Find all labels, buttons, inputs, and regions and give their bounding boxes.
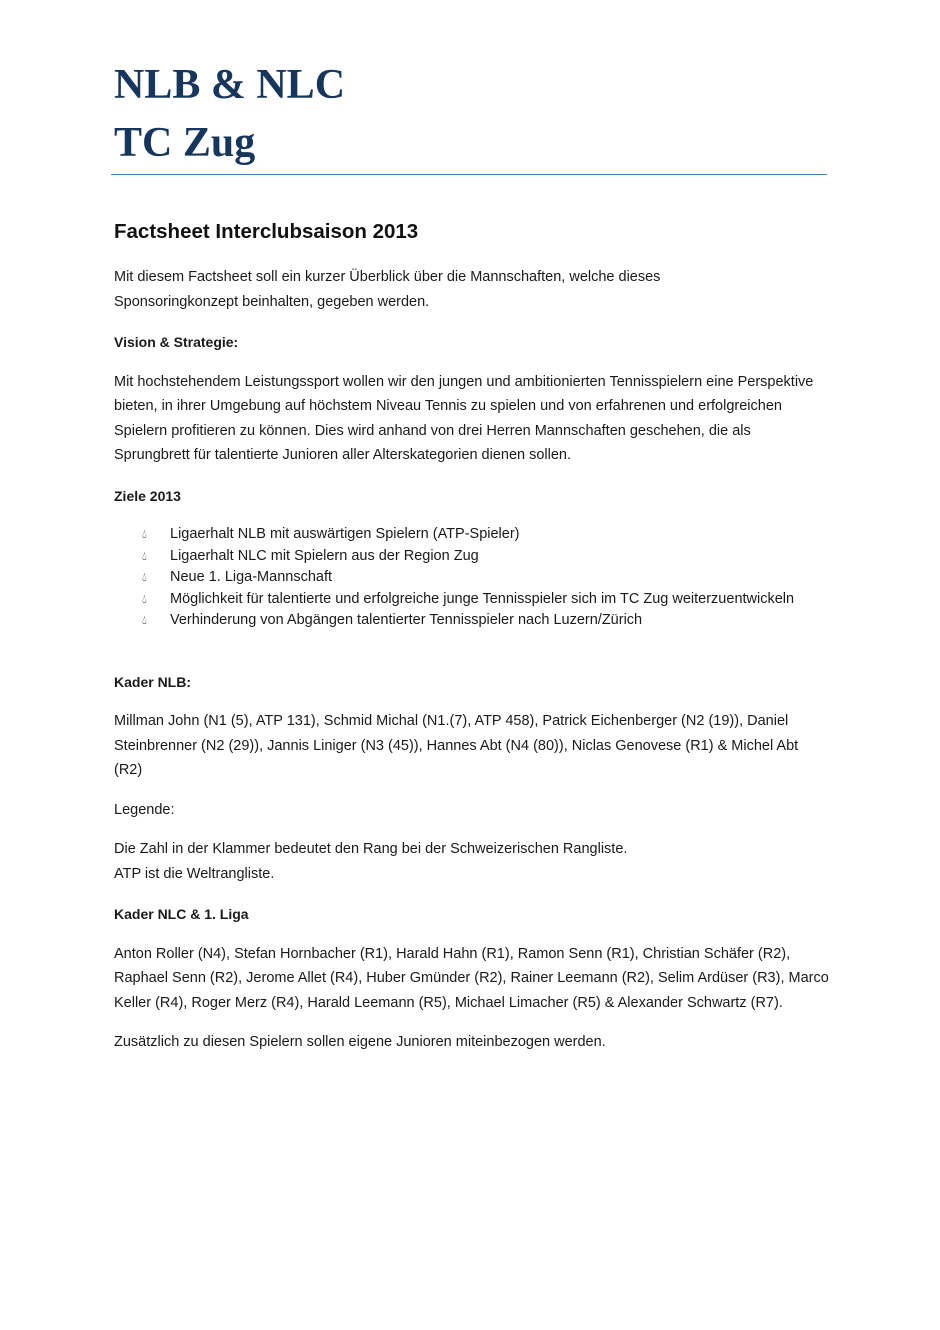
goal-text: Neue 1. Liga-Mannschaft [170, 569, 333, 585]
kader-nlc-paragraph: Anton Roller (N4), Stefan Hornbacher (R1), Harald Hahn (R1), Ramon Senn (R1), Christian Schäfer (R2), Raphael Senn (R2), Jerome Allet (R4), Huber Gmünder (R2), Rainer Leemann (R2), Selim Ardüser (R3), Marco Keller (R4), Roger Merz (R4), Harald Leemann (R5), Michael Limacher (R5) & Alexander Schwartz (R7). [114, 945, 829, 1011]
document-title [114, 0, 830, 172]
goal-text: Möglichkeit für talentierte und erfolgreiche junge Tennisspieler sich im TC Zug weiterzuentwickeln [170, 590, 795, 607]
goal-text: Ligaerhalt NLC mit Spielern aus der Region Zug [170, 547, 479, 564]
list-item [114, 546, 830, 568]
goals-list [114, 524, 830, 632]
list-item [114, 567, 830, 589]
intro-line-2: Sponsoringkonzept beinhalten, gegeben werden. [114, 293, 430, 310]
goal-text: Verhinderung von Abgängen talentierter Tennisspieler nach Luzern/Zürich [170, 612, 643, 628]
legend-line-2: ATP ist die Weltrangliste. [114, 865, 275, 882]
list-item [114, 524, 830, 546]
vision-heading: Vision & Strategie: [114, 334, 239, 350]
document-page [114, 0, 830, 1055]
droplet-bullet-icon: 💧︎ [142, 591, 147, 606]
title-line-2: TC Zug [114, 120, 256, 166]
list-item [114, 610, 830, 632]
legend-paragraph [114, 837, 830, 886]
droplet-bullet-icon: 💧︎ [142, 613, 147, 627]
droplet-bullet-icon: 💧︎ [142, 548, 147, 563]
list-item [114, 589, 830, 611]
legend-label: Legende: [114, 801, 175, 818]
droplet-bullet-icon: 💧︎ [142, 570, 147, 584]
kader-nlb-paragraph: Millman John (N1 (5), ATP 131), Schmid Michal (N1.(7), ATP 458), Patrick Eichenberger (N2 (19)), Daniel Steinbrenner (N2 (29)), Jannis Liniger (N3 (45)), Hannes Abt (N4 (80)), Niclas Genovese (R1) & Michel Abt (R2) [114, 713, 799, 778]
goal-text: Ligaerhalt NLB mit auswärtigen Spielern (ATP-Spieler) [170, 526, 520, 542]
goals-heading: Ziele 2013 [114, 487, 181, 504]
title-line-1: NLB & NLC [114, 62, 346, 108]
kader-nlc-heading: Kader NLC & 1. Liga [114, 906, 249, 922]
droplet-bullet-icon: 💧︎ [142, 527, 147, 541]
intro-line-1: Mit diesem Factsheet soll ein kurzer Überblick über die Mannschaften, welche dieses [114, 269, 661, 285]
closing-paragraph: Zusätzlich zu diesen Spielern sollen eigene Junioren miteinbezogen werden. [114, 1034, 606, 1050]
intro-paragraph [114, 265, 830, 314]
kader-nlb-heading: Kader NLB: [114, 673, 192, 690]
factsheet-subtitle: Factsheet Interclubsaison 2013 [114, 220, 419, 243]
legend-line-1: Die Zahl in der Klammer bedeutet den Rang bei der Schweizerischen Rangliste. [114, 841, 628, 857]
vision-paragraph: Mit hochstehendem Leistungssport wollen wir den jungen und ambitionierten Tennisspielern eine Perspektive bieten, in ihrer Umgebung auf höchstem Niveau Tennis zu spielen und von erfahrenen und erfolgreichen Spielern profitieren zu können. Dies wird anhand von drei Herren Mannschaften geschehen, die als Sprungbrett für talentierte Junioren aller Alterskategorien dienen sollen. [114, 373, 814, 463]
title-divider [111, 174, 827, 175]
